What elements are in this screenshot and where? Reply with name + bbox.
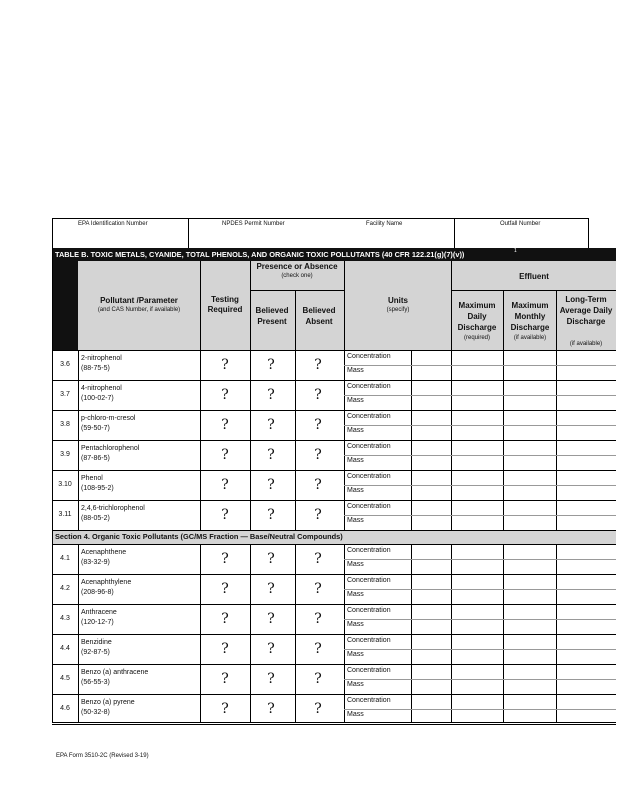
row-number: 3.8 bbox=[60, 421, 70, 428]
believed-present-checkbox[interactable]: ? bbox=[267, 611, 275, 627]
pollutant-name: Benzo (a) pyrene bbox=[81, 699, 135, 706]
believed-absent-checkbox[interactable]: ? bbox=[314, 417, 322, 433]
presence-header: Presence or Absence bbox=[256, 262, 338, 271]
unit-mass-label: Mass bbox=[347, 591, 364, 598]
epa-id-label: EPA Identification Number bbox=[78, 221, 148, 227]
unit-mass-label: Mass bbox=[347, 517, 364, 524]
believed-absent-checkbox[interactable]: ? bbox=[314, 477, 322, 493]
cas-number: (100-02-7) bbox=[81, 395, 114, 402]
pollutant-name: Benzidine bbox=[81, 639, 112, 646]
facility-name-label: Facility Name bbox=[366, 221, 403, 227]
believed-absent-checkbox[interactable]: ? bbox=[314, 641, 322, 657]
believed-present-checkbox[interactable]: ? bbox=[267, 641, 275, 657]
row-number: 4.5 bbox=[60, 675, 70, 682]
row-number: 4.4 bbox=[60, 645, 70, 652]
believed-absent-checkbox[interactable]: ? bbox=[314, 387, 322, 403]
section-title: Section 4. Organic Toxic Pollutants (GC/MS Fraction — Base/Neutral Compounds) bbox=[55, 532, 343, 541]
believed-present-checkbox[interactable]: ? bbox=[267, 447, 275, 463]
unit-concentration-label: Concentration bbox=[347, 503, 391, 510]
table-title-footnote: 1 bbox=[514, 248, 517, 254]
max-daily-header: Maximum Daily Discharge bbox=[457, 301, 497, 332]
pollutant-name: Acenaphthene bbox=[81, 549, 127, 556]
pollutant-name: 2-nitrophenol bbox=[81, 355, 122, 362]
unit-concentration-label: Concentration bbox=[347, 697, 391, 704]
believed-present-checkbox[interactable]: ? bbox=[267, 581, 275, 597]
believed-present-checkbox[interactable]: ? bbox=[267, 671, 275, 687]
units-subheader: (specify) bbox=[386, 307, 410, 313]
cas-number: (50-32-8) bbox=[81, 709, 110, 716]
believed-absent-checkbox[interactable]: ? bbox=[314, 581, 322, 597]
max-monthly-header: Maximum Monthly Discharge bbox=[510, 301, 550, 332]
testing-required-checkbox[interactable]: ? bbox=[221, 641, 229, 657]
unit-concentration-label: Concentration bbox=[347, 383, 391, 390]
testing-required-checkbox[interactable]: ? bbox=[221, 357, 229, 373]
believed-present-checkbox[interactable]: ? bbox=[267, 701, 275, 717]
unit-mass-label: Mass bbox=[347, 397, 364, 404]
testing-required-checkbox[interactable]: ? bbox=[221, 417, 229, 433]
pollutant-name: Anthracene bbox=[81, 609, 117, 616]
believed-present-checkbox[interactable]: ? bbox=[267, 477, 275, 493]
testing-required-checkbox[interactable]: ? bbox=[221, 611, 229, 627]
believed-absent-checkbox[interactable]: ? bbox=[314, 701, 322, 717]
pollutant-name: 2,4,6-trichlorophenol bbox=[81, 505, 145, 512]
cas-number: (108-95-2) bbox=[81, 485, 114, 492]
believed-absent-checkbox[interactable]: ? bbox=[314, 447, 322, 463]
row-number: 3.10 bbox=[58, 481, 72, 488]
form-footer: EPA Form 3510-2C (Revised 3-19) bbox=[56, 753, 149, 759]
unit-mass-label: Mass bbox=[347, 651, 364, 658]
believed-present-checkbox[interactable]: ? bbox=[267, 507, 275, 523]
unit-mass-label: Mass bbox=[347, 561, 364, 568]
testing-required-checkbox[interactable]: ? bbox=[221, 581, 229, 597]
believed-present-header: Believed Present bbox=[255, 306, 289, 326]
testing-header: Testing Required bbox=[207, 295, 243, 314]
unit-concentration-label: Concentration bbox=[347, 473, 391, 480]
unit-mass-label: Mass bbox=[347, 427, 364, 434]
testing-required-checkbox[interactable]: ? bbox=[221, 507, 229, 523]
believed-present-checkbox[interactable]: ? bbox=[267, 357, 275, 373]
unit-mass-label: Mass bbox=[347, 457, 364, 464]
believed-absent-checkbox[interactable]: ? bbox=[314, 671, 322, 687]
unit-mass-label: Mass bbox=[347, 711, 364, 718]
testing-required-checkbox[interactable]: ? bbox=[221, 701, 229, 717]
unit-concentration-label: Concentration bbox=[347, 667, 391, 674]
cas-number: (120-12-7) bbox=[81, 619, 114, 626]
cas-number: (88-05-2) bbox=[81, 515, 110, 522]
unit-mass-label: Mass bbox=[347, 367, 364, 374]
row-number: 4.3 bbox=[60, 615, 70, 622]
testing-required-checkbox[interactable]: ? bbox=[221, 387, 229, 403]
cas-number: (56-55-3) bbox=[81, 679, 110, 686]
row-number: 3.9 bbox=[60, 451, 70, 458]
believed-present-checkbox[interactable]: ? bbox=[267, 417, 275, 433]
believed-absent-checkbox[interactable]: ? bbox=[314, 551, 322, 567]
unit-mass-label: Mass bbox=[347, 681, 364, 688]
pollutant-subheader: (and CAS Number, if available) bbox=[97, 307, 181, 313]
units-header: Units bbox=[388, 296, 408, 305]
pollutant-name: Pentachlorophenol bbox=[81, 445, 140, 452]
row-number: 4.6 bbox=[60, 705, 70, 712]
unit-concentration-label: Concentration bbox=[347, 577, 391, 584]
testing-required-checkbox[interactable]: ? bbox=[221, 671, 229, 687]
believed-absent-header: Believed Absent bbox=[302, 306, 336, 326]
pollutant-name: p-chloro-m-cresol bbox=[81, 415, 136, 422]
row-number: 3.6 bbox=[60, 361, 70, 368]
effluent-header: Effluent bbox=[519, 272, 549, 281]
cas-number: (83-32-9) bbox=[81, 559, 110, 566]
row-number: 4.2 bbox=[60, 585, 70, 592]
cas-number: (92-87-5) bbox=[81, 649, 110, 656]
presence-subheader: (check one) bbox=[281, 273, 313, 279]
row-number: 3.11 bbox=[58, 511, 72, 518]
pollutant-name: Phenol bbox=[81, 475, 103, 482]
pollutant-name: 4-nitrophenol bbox=[81, 385, 122, 392]
table-title: TABLE B. TOXIC METALS, CYANIDE, TOTAL PHENOLS, AND ORGANIC TOXIC POLLUTANTS (40 CFR 122.21(g)(7)(v)) bbox=[55, 250, 465, 259]
unit-concentration-label: Concentration bbox=[347, 607, 391, 614]
pollutant-name: Benzo (a) anthracene bbox=[81, 669, 149, 676]
table-title-bar bbox=[52, 248, 616, 261]
believed-absent-checkbox[interactable]: ? bbox=[314, 507, 322, 523]
unit-mass-label: Mass bbox=[347, 621, 364, 628]
max-daily-subheader: (required) bbox=[463, 335, 490, 341]
row-number: 4.1 bbox=[60, 555, 70, 562]
believed-absent-checkbox[interactable]: ? bbox=[314, 357, 322, 373]
pollutant-name: Acenaphthylene bbox=[81, 579, 132, 586]
pollutant-header: Pollutant /Parameter bbox=[100, 296, 178, 305]
testing-required-checkbox[interactable]: ? bbox=[221, 447, 229, 463]
believed-absent-checkbox[interactable]: ? bbox=[314, 611, 322, 627]
cas-number: (87-86-5) bbox=[81, 455, 110, 462]
unit-concentration-label: Concentration bbox=[347, 413, 391, 420]
max-monthly-subheader: (if available) bbox=[513, 335, 547, 341]
unit-concentration-label: Concentration bbox=[347, 443, 391, 450]
believed-present-checkbox[interactable]: ? bbox=[267, 551, 275, 567]
outfall-number-label: Outfall Number bbox=[500, 221, 541, 227]
believed-present-checkbox[interactable]: ? bbox=[267, 387, 275, 403]
long-term-header: Long-Term Average Daily Discharge bbox=[559, 295, 613, 326]
unit-mass-label: Mass bbox=[347, 487, 364, 494]
long-term-subheader: (if available) bbox=[569, 341, 603, 347]
cas-number: (59-50-7) bbox=[81, 425, 110, 432]
section-bar bbox=[52, 530, 616, 544]
row-number: 3.7 bbox=[60, 391, 70, 398]
unit-concentration-label: Concentration bbox=[347, 547, 391, 554]
testing-required-checkbox[interactable]: ? bbox=[221, 551, 229, 567]
cas-number: (208-96-8) bbox=[81, 589, 114, 596]
unit-concentration-label: Concentration bbox=[347, 353, 391, 360]
testing-required-checkbox[interactable]: ? bbox=[221, 477, 229, 493]
unit-concentration-label: Concentration bbox=[347, 637, 391, 644]
npdes-label: NPDES Permit Number bbox=[222, 221, 285, 227]
cas-number: (88-75-5) bbox=[81, 365, 110, 372]
